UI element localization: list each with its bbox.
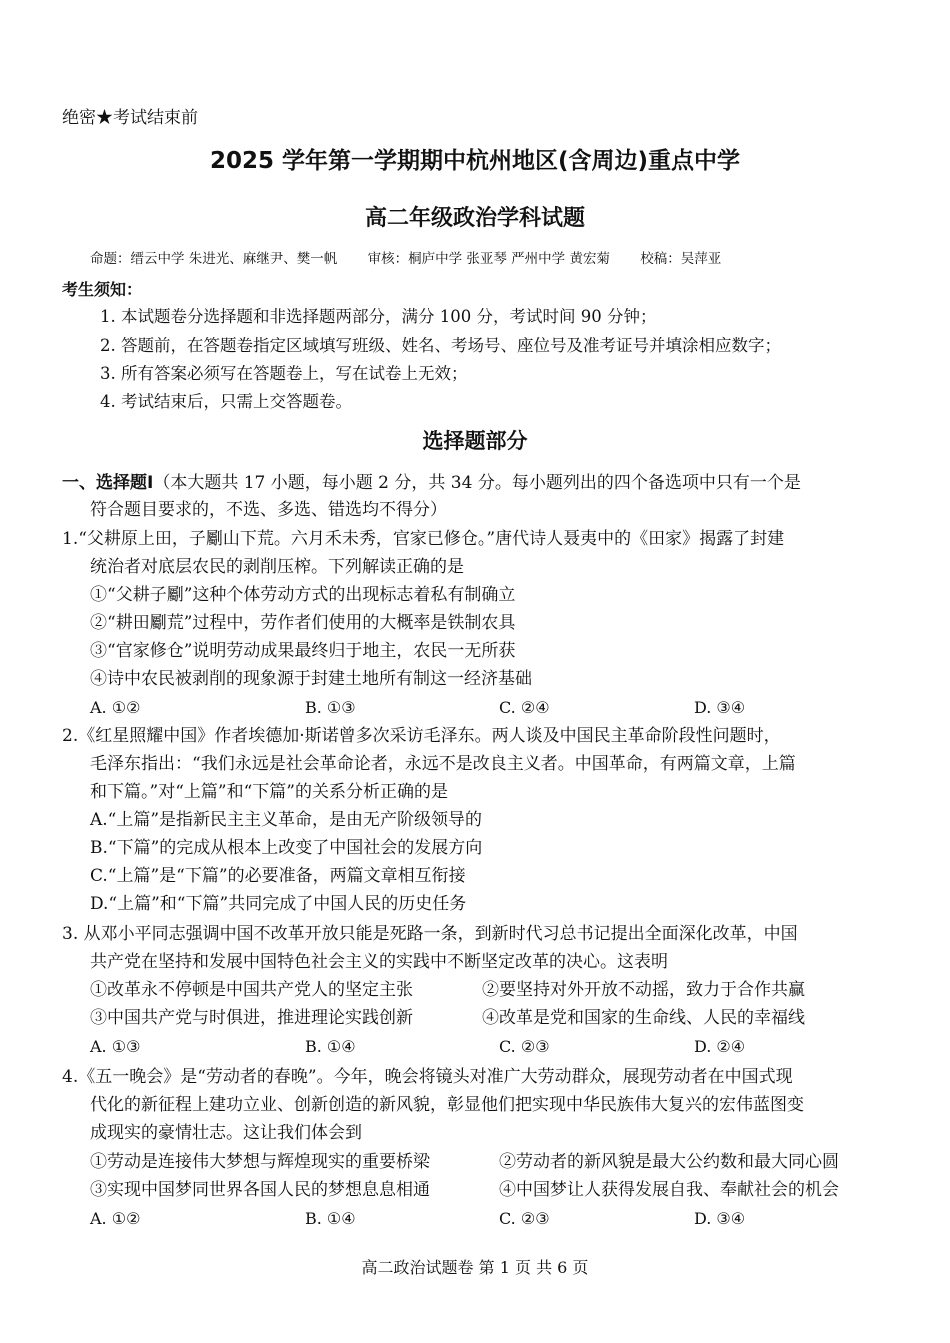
credit-reviewer: 审核：桐庐中学 张亚琴 严州中学 黄宏菊: [367, 251, 610, 267]
question-stem: 4.《五一晚会》是“劳动者的春晚”。今年，晚会将镜头对准广大劳动群众，展现劳动者在中国式现: [62, 1067, 793, 1087]
confidential-label: 绝密★考试结束前: [62, 108, 198, 128]
question-stem: 1.“父耕原上田，子劚山下荒。六月禾未秀，官家已修仓。”唐代诗人聂夷中的《田家》揭露了封建: [62, 529, 785, 549]
answer-option-c: C. ②③: [499, 1209, 550, 1228]
answer-option-a: A. ①②: [90, 698, 141, 717]
notice-item: 2. 答题前，在答题卷指定区域填写班级、姓名、考场号、座位号及准考证号并填涂相应数字；: [100, 336, 781, 355]
part-description: （本大题共 17 小题，每小题 2 分，共 34 分。每小题列出的四个备选项中只有一个是: [153, 473, 801, 493]
answer-option-b: B.“下篇”的完成从根本上改变了中国社会的发展方向: [90, 838, 483, 858]
statement-item: ①劳动是连接伟大梦想与辉煌现实的重要桥梁: [90, 1152, 430, 1172]
answer-option-d: D.“上篇”和“下篇”共同完成了中国人民的历史任务: [90, 894, 467, 914]
exam-title: 2025 学年第一学期期中杭州地区(含周边)重点中学: [209, 148, 741, 174]
statement-item: ④改革是党和国家的生命线、人民的幸福线: [482, 1008, 805, 1028]
notice-item: 1. 本试题卷分选择题和非选择题两部分，满分 100 分，考试时间 90 分钟；: [100, 307, 657, 326]
statement-item: ④诗中农民被剥削的现象源于封建土地所有制这一经济基础: [90, 669, 532, 689]
answer-option-b: B. ①③: [305, 698, 356, 717]
answer-option-c: C. ②③: [499, 1037, 550, 1056]
statement-item: ②“耕田劚荒”过程中，劳作者们使用的大概率是铁制农具: [90, 613, 516, 633]
question-stem: 和下篇。”对“上篇”和“下篇”的关系分析正确的是: [90, 782, 448, 802]
statement-item: ④中国梦让人获得发展自我、奉献社会的机会: [499, 1180, 839, 1200]
statement-item: ①“父耕子劚”这种个体劳动方式的出现标志着私有制确立: [90, 585, 516, 605]
answer-option-d: D. ②④: [694, 1037, 746, 1056]
answer-option-d: D. ③④: [694, 698, 746, 717]
answer-option-b: B. ①④: [305, 1209, 356, 1228]
section-title: 选择题部分: [422, 429, 528, 453]
question-stem: 2.《红星照耀中国》作者埃德加·斯诺曾多次采访毛泽东。两人谈及中国民主革命阶段性问题时，: [62, 726, 781, 746]
exam-subtitle: 高二年级政治学科试题: [364, 206, 585, 231]
question-stem: 3. 从邓小平同志强调中国不改革开放只能是死路一条，到新时代习总书记提出全面深化改革，中国: [62, 924, 798, 944]
statement-item: ②要坚持对外开放不动摇，致力于合作共赢: [482, 980, 805, 1000]
answer-option-c: C.“上篇”是“下篇”的必要准备，两篇文章相互衔接: [90, 866, 466, 886]
notice-item: 3. 所有答案必须写在答题卷上，写在试卷上无效；: [100, 364, 468, 383]
credit-proofreader: 校稿：吴萍亚: [640, 251, 722, 267]
part-description-cont: 符合题目要求的，不选、多选、错选均不得分）: [90, 500, 447, 520]
question-stem: 毛泽东指出：“我们永远是社会革命论者，永远不是改良主义者。中国革命，有两篇文章，上篇: [90, 754, 796, 774]
notice-heading: 考生须知：: [62, 280, 143, 299]
statement-item: ①改革永不停顿是中国共产党人的坚定主张: [90, 980, 413, 1000]
answer-option-a: A.“上篇”是指新民主主义革命，是由无产阶级领导的: [90, 810, 483, 830]
answer-option-b: B. ①④: [305, 1037, 356, 1056]
answer-option-a: A. ①③: [90, 1037, 141, 1056]
statement-item: ③“官家修仓”说明劳动成果最终归于地主，农民一无所获: [90, 641, 516, 661]
statement-item: ③实现中国梦同世界各国人民的梦想息息相通: [90, 1180, 430, 1200]
part-header: [62, 471, 801, 495]
page-footer: 高二政治试题卷 第 1 页 共 6 页: [361, 1258, 589, 1277]
statement-item: ③中国共产党与时俱进，推进理论实践创新: [90, 1008, 413, 1028]
question-stem: 共产党在坚持和发展中国特色社会主义的实践中不断坚定改革的决心。这表明: [90, 952, 668, 972]
part-label: 一、选择题Ⅰ: [62, 473, 154, 493]
credit-author: 命题：缙云中学 朱进光、麻继尹、樊一帆: [90, 251, 338, 267]
credits-line: [90, 249, 747, 269]
statement-item: ②劳动者的新风貌是最大公约数和最大同心圆: [499, 1152, 839, 1172]
question-stem: 统治者对底层农民的剥削压榨。下列解读正确的是: [90, 557, 464, 577]
answer-option-a: A. ①②: [90, 1209, 141, 1228]
answer-option-c: C. ②④: [499, 698, 550, 717]
question-stem: 成现实的豪情壮志。这让我们体会到: [90, 1123, 362, 1143]
notice-item: 4. 考试结束后，只需上交答题卷。: [100, 392, 352, 411]
answer-option-d: D. ③④: [694, 1209, 746, 1228]
question-stem: 代化的新征程上建功立业、创新创造的新风貌，彰显他们把实现中华民族伟大复兴的宏伟蓝图变: [90, 1095, 804, 1115]
